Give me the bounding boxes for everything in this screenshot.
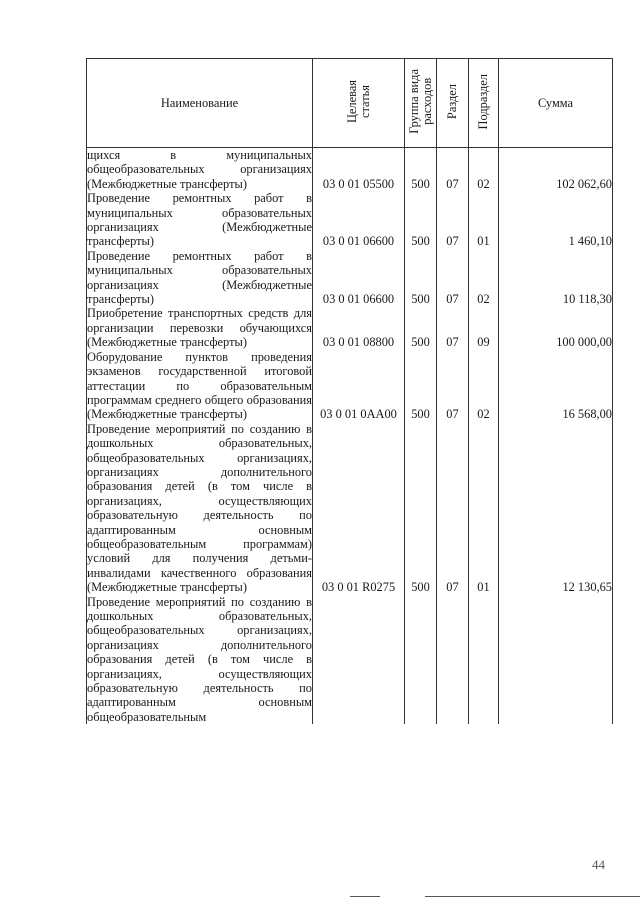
row-target-article: 03 0 01 R0275 bbox=[313, 422, 405, 595]
table-row bbox=[87, 350, 613, 422]
header-amount: Сумма bbox=[499, 59, 613, 148]
row-target-article: 03 0 01 05500 bbox=[313, 148, 405, 192]
row-expense-group: 500 bbox=[405, 350, 437, 422]
row-subsection: 09 bbox=[469, 306, 499, 349]
header-name: Наименование bbox=[87, 59, 313, 148]
row-section: 07 bbox=[437, 350, 469, 422]
header-section: Раздел bbox=[437, 59, 469, 148]
row-amount bbox=[499, 595, 613, 725]
row-name: Приобретение транспортных средств для организации перевозки обучающихся (Межбюджетные трансферты) bbox=[87, 306, 312, 350]
row-target-article: 03 0 01 0АА00 bbox=[313, 350, 405, 422]
row-expense-group: 500 bbox=[405, 191, 437, 249]
row-target-article: 03 0 01 08800 bbox=[313, 306, 405, 349]
table-row bbox=[87, 148, 613, 192]
row-expense-group bbox=[405, 595, 437, 725]
row-section: 07 bbox=[437, 148, 469, 192]
table-row bbox=[87, 306, 613, 349]
row-section: 07 bbox=[437, 191, 469, 249]
row-expense-group: 500 bbox=[405, 249, 437, 307]
row-subsection: 02 bbox=[469, 249, 499, 307]
table-row bbox=[87, 249, 613, 307]
row-section: 07 bbox=[437, 306, 469, 349]
page-edge-rule bbox=[425, 896, 640, 897]
table-header-row bbox=[87, 59, 613, 148]
table-row bbox=[87, 422, 613, 595]
table-row bbox=[87, 191, 613, 249]
row-name: Проведение ремонтных работ в муниципальных образовательных организациях (Межбюджетные трансферты) bbox=[87, 248, 312, 307]
row-amount: 102 062,60 bbox=[499, 148, 613, 192]
row-expense-group: 500 bbox=[405, 148, 437, 192]
row-name: Проведение мероприятий по созданию в дошкольных образовательных, общеобразовательных организациях, организациях дополнительного образования детей (в том числе в организациях, осуществляющих образовательную деятельность по адаптированным основным общеобразовательным bbox=[87, 594, 312, 724]
row-name: Проведение мероприятий по созданию в дошкольных образовательных, общеобразовательных организациях, организациях дополнительного образования детей (в том числе в организациях, осуществляющих образовательную деятельность по адаптированным основным общеобразовательным программам) условий для получения детьми-инвалидами качественного образования (Межбюджетные трансферты) bbox=[87, 421, 312, 595]
page-edge-rule bbox=[350, 896, 380, 897]
row-section bbox=[437, 595, 469, 725]
row-amount: 10 118,30 bbox=[499, 249, 613, 307]
row-name: щихся в муниципальных общеобразовательных организациях (Межбюджетные трансферты) bbox=[87, 148, 312, 191]
row-section: 07 bbox=[437, 249, 469, 307]
header-subsection: Подраздел bbox=[469, 59, 499, 148]
row-expense-group: 500 bbox=[405, 306, 437, 349]
row-amount: 16 568,00 bbox=[499, 350, 613, 422]
budget-table bbox=[86, 58, 613, 724]
row-target-article: 03 0 01 06600 bbox=[313, 249, 405, 307]
page-number: 44 bbox=[592, 857, 605, 872]
row-target-article: 03 0 01 06600 bbox=[313, 191, 405, 249]
header-target-article: Целевая статья bbox=[313, 59, 405, 148]
row-amount: 1 460,10 bbox=[499, 191, 613, 249]
row-expense-group: 500 bbox=[405, 422, 437, 595]
row-name: Проведение ремонтных работ в муниципальных образовательных организациях (Межбюджетные трансферты) bbox=[87, 191, 312, 249]
header-expense-group: Группа вида расходов bbox=[405, 59, 437, 148]
row-section: 07 bbox=[437, 422, 469, 595]
row-name: Оборудование пунктов проведения экзаменов государственной итоговой аттестации по образовательным программам среднего общего образования (Межбюджетные трансферты) bbox=[87, 349, 312, 422]
row-subsection: 02 bbox=[469, 148, 499, 192]
table-row bbox=[87, 595, 613, 725]
row-subsection: 01 bbox=[469, 191, 499, 249]
row-subsection: 02 bbox=[469, 350, 499, 422]
row-amount: 12 130,65 bbox=[499, 422, 613, 595]
row-target-article bbox=[313, 595, 405, 725]
row-amount: 100 000,00 bbox=[499, 306, 613, 349]
row-subsection: 01 bbox=[469, 422, 499, 595]
row-subsection bbox=[469, 595, 499, 725]
